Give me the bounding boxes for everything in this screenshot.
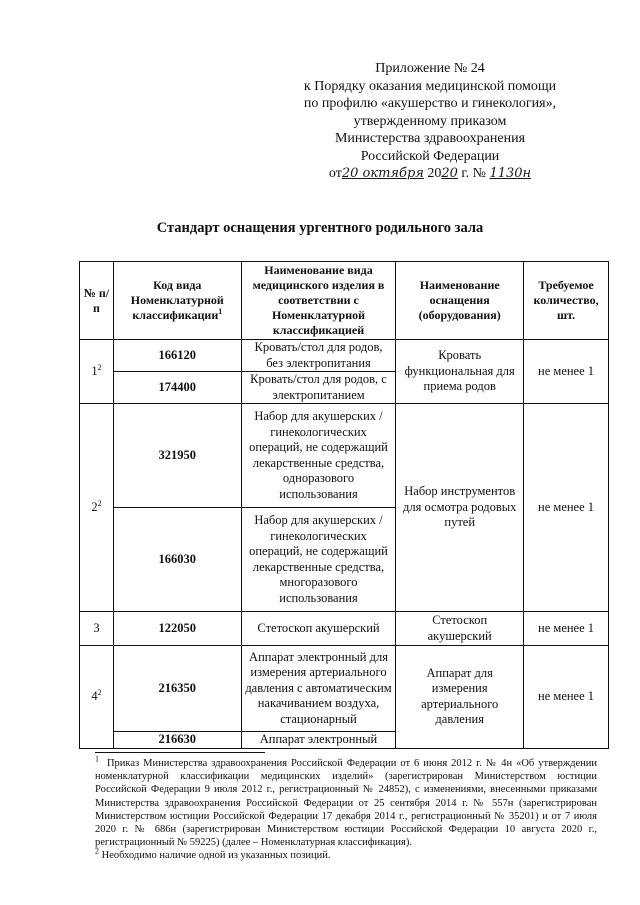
device-name-cell: Набор для акушерских /гинекологических операций, не содержащий лекарственные средства, одноразового использования — [241, 404, 396, 508]
table-row — [80, 340, 609, 372]
handwritten-date: 20 октября — [341, 166, 424, 181]
approval-header — [290, 60, 570, 183]
table-row — [80, 404, 609, 508]
quantity-cell: не менее 1 — [524, 404, 609, 612]
footnote-2: $^2$ Необходимо наличие одной из указанных позиций. — [95, 846, 331, 862]
device-name-cell: Набор для акушерских /гинекологических операций, не содержащий лекарственные средства, многоразового использования — [241, 508, 396, 612]
header-equipment: Наименование оснащения (оборудования) — [396, 262, 524, 340]
quantity-cell: не менее 1 — [524, 612, 609, 646]
code-cell: 166120 — [113, 340, 241, 372]
handwritten-order-number: 1130н — [489, 166, 532, 181]
row-number: 3 — [80, 612, 114, 646]
table-row — [80, 646, 609, 732]
equipment-cell: Набор инструментов для осмотра родовых путей — [396, 404, 524, 612]
equipment-table — [79, 261, 609, 749]
header-line: Министерства здравоохранения — [334, 131, 526, 146]
table-row — [80, 612, 609, 646]
header-line: утвержденному приказом — [353, 113, 507, 129]
row-number: $4^2$ — [80, 646, 114, 749]
code-cell: 166030 — [113, 508, 241, 612]
row-number: $1^2$ — [80, 340, 114, 404]
footnote-1: $^1$ Приказ Министерства здравоохранения Российской Федерации от 6 июня 2012 г. № 4н «Об утверждении номенклатурной классификации медицинских изделий» (зарегистрирован Министерством юстиции Российской Федерации 9 июля 2012 г., регистрационный № 24852), с изменениями, внесенными приказами Министерства здравоохранения Российской Федерации от 25 сентября 2014 г. № 557н (зарегистрирован Министерством юстиции Российской Федерации 17 декабря 2014 г., регистрационный № 35201) и от 7 июля 2020 г. № 686н (зарегистрирован Министерством юстиции Российской Федерации 10 августа 2020 г., регистрационный № 59225) (далее – Номенклатурная классификация). — [95, 754, 597, 849]
device-name-cell: Стетоскоп акушерский — [241, 612, 396, 646]
header-quantity: Требуемое количество, шт. — [524, 262, 609, 340]
quantity-cell: не менее 1 — [524, 646, 609, 749]
table-header-row — [80, 262, 609, 340]
handwritten-year: 20 — [441, 166, 458, 181]
header-code: Код вида Номенклатурной классификации$^1$ — [113, 262, 241, 340]
code-cell: 321950 — [113, 404, 241, 508]
header-line: по профилю «акушерство и гинекология», — [303, 96, 557, 111]
header-line: к Порядку оказания медицинской помощи — [303, 78, 557, 94]
code-cell: 174400 — [113, 372, 241, 404]
code-cell: 216350 — [113, 646, 241, 732]
header-num: № п/п — [80, 262, 114, 340]
device-name-cell: Аппарат электронный — [241, 732, 396, 749]
row-number: $2^2$ — [80, 404, 114, 612]
footnotes — [95, 754, 597, 863]
device-name-cell: Кровать/стол для родов, с электропитанием — [241, 372, 396, 404]
quantity-cell: не менее 1 — [524, 340, 609, 404]
order-date-line: от20 октября 2020 г. № 1130н — [328, 166, 532, 181]
code-cell: 122050 — [113, 612, 241, 646]
device-name-cell: Аппарат электронный для измерения артериального давления с автоматическим накачиванием воздуха, стационарный — [241, 646, 396, 732]
header-line: Российской Федерации — [360, 148, 500, 164]
appendix-number: Приложение № 24 — [375, 61, 485, 76]
equipment-cell: Аппарат для измерения артериального давления — [396, 646, 524, 749]
device-name-cell: Кровать/стол для родов, без электропитания — [241, 340, 396, 372]
header-device-name: Наименование вида медицинского изделия в соответствии с Номенклатурной классификацией — [241, 262, 396, 340]
equipment-cell: Стетоскоп акушерский — [396, 612, 524, 646]
footnote-divider — [95, 752, 265, 753]
equipment-cell: Кровать функциональная для приема родов — [396, 340, 524, 404]
code-cell: 216630 — [113, 732, 241, 749]
document-title: Стандарт оснащения ургентного родильного зала — [156, 220, 484, 236]
